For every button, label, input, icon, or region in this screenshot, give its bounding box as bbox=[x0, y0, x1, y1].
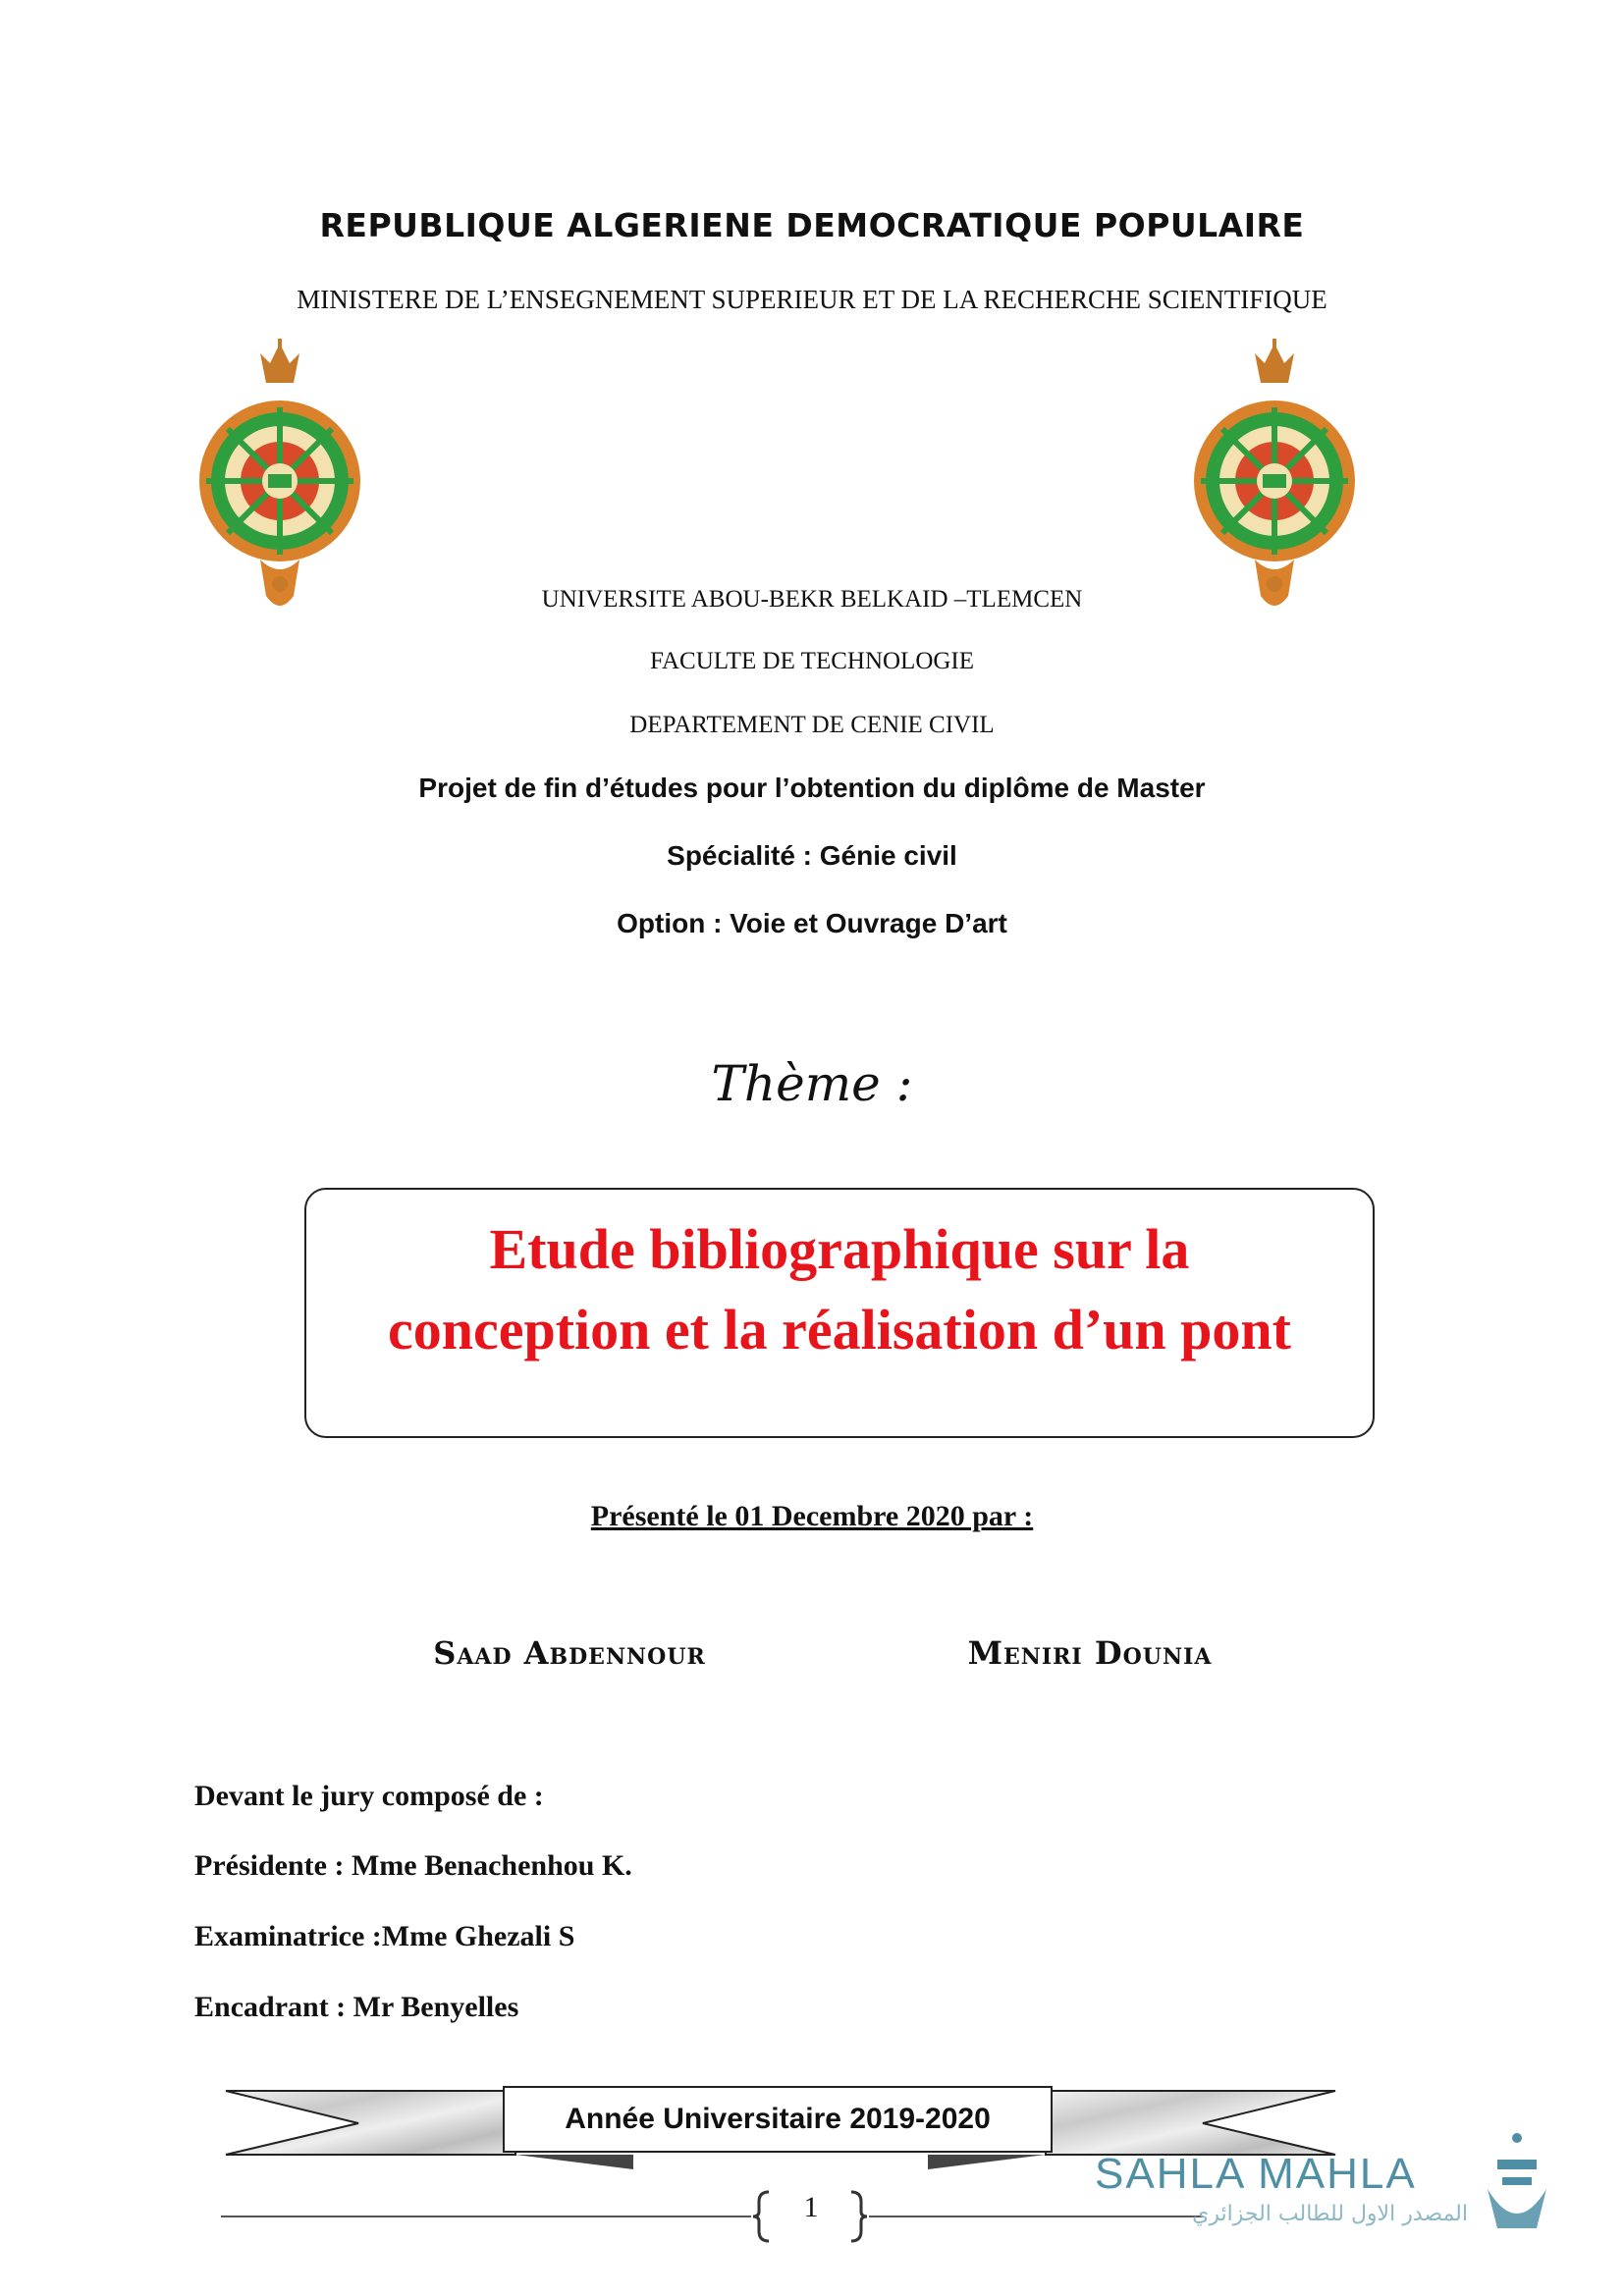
watermark-tagline: المصدر الاول للطالب الجزائري bbox=[1192, 2202, 1468, 2226]
university-name: UNIVERSITE ABOU-BEKR BELKAID –TLEMCEN bbox=[541, 586, 1083, 613]
jury-heading: Devant le jury composé de : bbox=[194, 1780, 544, 1812]
jury-examiner: Examinatrice :Mme Ghezali S bbox=[194, 1920, 575, 1952]
title-line-1: Etude bibliographique sur la bbox=[489, 1217, 1190, 1281]
project-purpose: Projet de fin d’études pour l’obtention du diplôme de Master bbox=[418, 773, 1206, 803]
watermark-logo-icon bbox=[1478, 2130, 1556, 2238]
republic-heading: REPUBLIQUE ALGERIENE DEMOCRATIQUE POPULAIRE bbox=[319, 206, 1305, 244]
page-number: 1 bbox=[803, 2191, 819, 2223]
university-emblem-left bbox=[191, 339, 368, 614]
speciality: Spécialité : Génie civil bbox=[667, 840, 957, 871]
option: Option : Voie et Ouvrage D’art bbox=[617, 908, 1007, 938]
watermark-brand: SAHLA MAHLA bbox=[1095, 2150, 1417, 2198]
academic-year: Année Universitaire 2019-2020 bbox=[503, 2086, 1053, 2153]
jury-president: Présidente : Mme Benachenhou K. bbox=[194, 1849, 632, 1882]
author-1: Saad Abdennour bbox=[433, 1634, 706, 1672]
thesis-title bbox=[304, 1209, 1375, 1370]
presented-line: Présenté le 01 Decembre 2020 par : bbox=[590, 1500, 1034, 1532]
faculty-name: FACULTE DE TECHNOLOGIE bbox=[649, 648, 975, 674]
jury-supervisor: Encadrant : Mr Benyelles bbox=[194, 1991, 519, 2023]
university-emblem-right bbox=[1186, 339, 1363, 614]
ministry-line: MINISTERE DE L’ENSEGNEMENT SUPERIEUR ET DE LA RECHERCHE SCIENTIFIQUE bbox=[297, 285, 1327, 314]
university-emblem-icon bbox=[1194, 339, 1355, 606]
author-2: Meniri Dounia bbox=[967, 1634, 1213, 1672]
page-number-rule bbox=[221, 2187, 1203, 2246]
theme-label: Thème : bbox=[711, 1055, 913, 1112]
department-name: DEPARTEMENT DE CENIE CIVIL bbox=[629, 712, 995, 738]
university-emblem-icon bbox=[199, 339, 360, 606]
title-line-2: conception et la réalisation d’un pont bbox=[388, 1298, 1291, 1362]
